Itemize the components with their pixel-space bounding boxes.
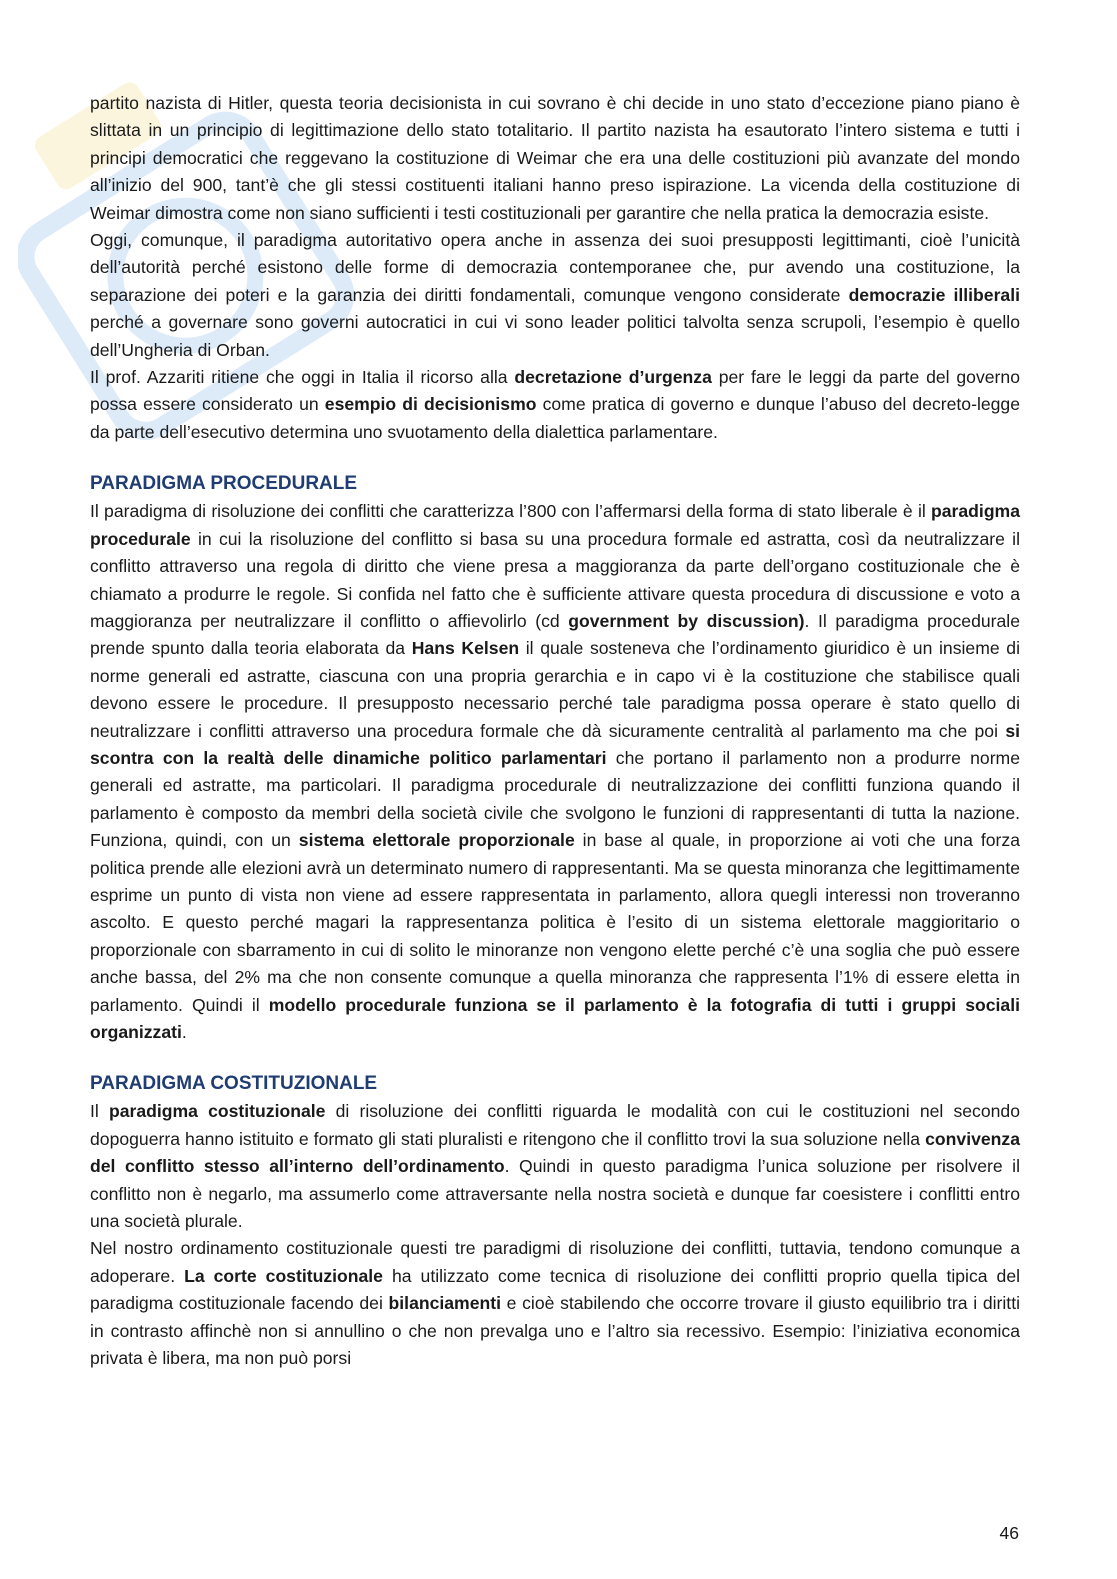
page-number: 46 bbox=[999, 1523, 1019, 1543]
paragraph: partito nazista di Hitler, questa teoria decisionista in cui sovrano è chi decide in uno stato d’eccezione piano piano è slittata in un principio di legittimazione dello stato totalitario. Il partito nazista ha esautorato l’intero sistema e tutti i principi democratici che reggevano la costituzione di Weimar che era una delle costituzioni più avanzate del mondo all’inizio del 900, tant’è che gli stessi costituenti italiani hanno preso ispirazione. La vicenda della costituzione di Weimar dimostra come non siano sufficienti i testi costituzionali per garantire che nella pratica la democrazia esiste. bbox=[90, 93, 1020, 223]
paragraph: Oggi, comunque, il paradigma autoritativo opera anche in assenza dei suoi presupposti legittimanti, cioè l’unicità dell’autorità perché esistono delle forme di democrazia contemporanee che, pur avendo una costituzione, la separazione dei poteri e la garanzia dei diritti fondamentali, comunque vengono considerate democrazie illiberali perché a governare sono governi autocratici in cui vi sono leader politici talvolta senza scrupoli, l’esempio è quello dell’Ungheria di Orban. bbox=[90, 230, 1020, 360]
section-heading-costituzionale: PARADIGMA COSTITUZIONALE bbox=[90, 1073, 378, 1095]
paragraph: Il paradigma di risoluzione dei conflitti che caratterizza l’800 con l’affermarsi della forma di stato liberale è il paradigma procedurale in cui la risoluzione del conflitto si basa su una procedura formale ed astratta, così da neutralizzare il conflitto attraverso una regola di diritto che viene presa a maggioranza da parte dell’organo costituzionale che è chiamato a produrre le regole. Si confida nel fatto che è sufficiente attivare questa procedura di discussione e voto a maggioranza per neutralizzare il conflitto o affievolirlo (cd government by discussion). Il paradigma procedurale prende spunto dalla teoria elaborata da Hans Kelsen il quale sosteneva che l’ordinamento giuridico è un insieme di norme generali ed astratte, ciascuna con una propria gerarchia e in capo vi è la costituzione che stabilisce quali devono essere le procedure. Il presupposto necessario perché tale paradigma possa operare è stato quello di neutralizzare i conflitti attraverso una procedura formale che dà sicuramente centralità al parlamento ma che poi si scontra con la realtà delle dinamiche politico parlamentari che portano il parlamento non a produrre norme generali ed astratte, ma particolari. Il paradigma procedurale di neutralizzazione dei conflitti funziona quando il parlamento è composto da membri della società civile che svolgono le funzioni di rappresentanti di tutta la nazione. Funziona, quindi, con un sistema elettorale proporzionale in base al quale, in proporzione ai voti che una forza politica prende alle elezioni avrà un determinato numero di rappresentanti. Ma se questa minoranza che legittimamente esprime un punto di vista non viene ad essere rappresentata in parlamento, allora quegli interessi non troveranno ascolto. E questo perché magari la rappresentanza politica è l’esito di un sistema elettorale maggioritario o proporzionale con sbarramento in cui di solito le minoranze non vengono elette perché c’è una soglia che può essere anche bassa, del 2% ma che non consente comunque a quella minoranza che rappresenta l’1% di essere eletta in parlamento. Quindi il modello procedurale funziona se il parlamento è la fotografia di tutti i gruppi sociali organizzati. bbox=[90, 501, 1020, 1042]
section-heading-procedurale: PARADIGMA PROCEDURALE bbox=[90, 473, 358, 495]
paragraph: Il prof. Azzariti ritiene che oggi in Italia il ricorso alla decretazione d’urgenza per fare le leggi da parte del governo possa essere considerato un esempio di decisionismo come pratica di governo e dunque l’abuso del decreto-legge da parte dell’esecutivo determina uno svuotamento della dialettica parlamentare. bbox=[90, 367, 1020, 442]
paragraph: Nel nostro ordinamento costituzionale questi tre paradigmi di risoluzione dei conflitti, tuttavia, tendono comunque a adoperare. La corte costituzionale ha utilizzato come tecnica di risoluzione dei conflitti proprio quella tipica del paradigma costituzionale facendo dei bilanciamenti e cioè stabilendo che occorre trovare il giusto equilibrio tra i diritti in contrasto affinchè non si annullino o che non prevalga uno e l’altro sia recessivo. Esempio: l’iniziativa economica privata è libera, ma non può porsi bbox=[90, 1238, 1021, 1369]
paragraph: Il paradigma costituzionale di risoluzione dei conflitti riguarda le modalità con cui le costituzioni nel secondo dopoguerra hanno istituito e formato gli stati pluralisti e ritengono che il conflitto trovi la sua soluzione nella convivenza del conflitto stesso all’interno dell’ordinamento. Quindi in questo paradigma l’unica soluzione per risolvere il conflitto non è negarlo, ma assumerlo come attraversante nella nostra società e dunque far coesistere i conflitti entro una società plurale. bbox=[90, 1101, 1020, 1232]
document-body bbox=[90, 90, 1020, 1372]
